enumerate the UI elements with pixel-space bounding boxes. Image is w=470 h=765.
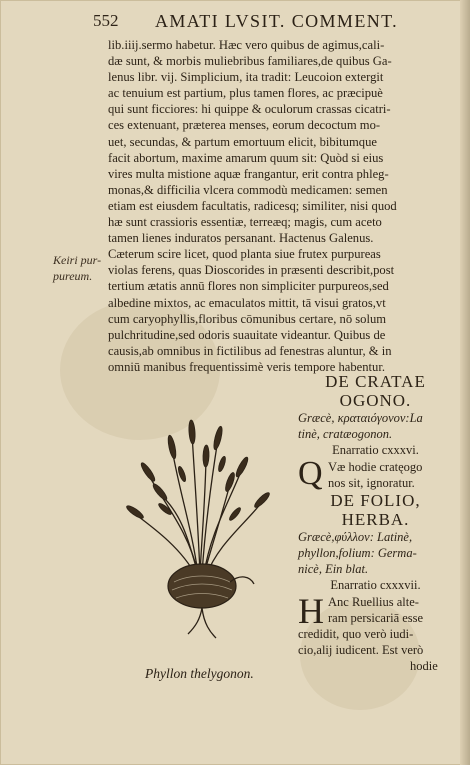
section-heading: HERBA. xyxy=(341,510,410,529)
catchword: hodie xyxy=(410,659,438,673)
drop-paragraph xyxy=(298,593,453,674)
margin-note-line: Keiri pur- xyxy=(53,253,102,267)
text-line: omniū manibus frequentissimè veris tempore habentur. xyxy=(108,359,386,374)
enarratio-label: Enarratio cxxxvii. xyxy=(330,578,421,592)
text-line: ces extenuant, præterea menses, eorum decoctum mo- xyxy=(108,118,381,133)
running-title: AMATI LVSIT. COMMENT. xyxy=(155,11,399,31)
text-line: ac tenuium est partium, plus tamen flores, ac præcipuè xyxy=(108,86,383,101)
text-line: lenus libr. vij. Simplicium, ita tradit: Leucoion extergit xyxy=(108,70,384,85)
drop-paragraph xyxy=(298,455,453,492)
greek-name-line: Græcè,φύλλον: Latinè, xyxy=(298,530,413,544)
text-line: Anc Ruellius alte- xyxy=(328,595,419,609)
text-line: etiam est eiusdem facultatis, radicesq; similiter, nisi quod xyxy=(108,198,397,213)
greek-name-line: Græcè, κραταιόγονον:La xyxy=(298,411,423,425)
main-text-block xyxy=(108,37,446,375)
right-column xyxy=(298,372,453,674)
page-gutter xyxy=(460,0,470,765)
text-line: tamen lienes induratos persanant. Hactenus Galenus. xyxy=(108,231,374,246)
drop-capital: H xyxy=(298,591,324,631)
text-line: vires multa mistione aquæ frangantur, erit contra phleg- xyxy=(108,166,389,181)
drop-capital: Q xyxy=(298,455,323,492)
text-line: hæ sunt crassioris essentiæ, terreæq; magis, cum aceto xyxy=(108,215,382,230)
page-header xyxy=(93,11,413,37)
greek-name-line: nicè, Ein blat. xyxy=(298,562,369,576)
text-line: uet, secundas, & partum emortuum elicit, bibitumque xyxy=(108,134,377,149)
plant-woodcut-illustration xyxy=(110,414,290,654)
greek-name-line: phyllon,folium: Germa- xyxy=(298,546,417,560)
text-line: nos sit, ignoratur. xyxy=(328,476,415,490)
text-line: credidit, quo verò iudi- xyxy=(298,627,414,641)
text-line: causis,ab omnibus in fictilibus ad fenestras aluntur, & in xyxy=(108,343,392,358)
text-line: monas,& difficilia vlcera commodù medicamen: semen xyxy=(108,182,388,197)
illustration-caption: Phyllon thelygonon. xyxy=(145,666,254,681)
text-line: facit abortum, maxime amarum quum sit: Quòd si eius xyxy=(108,150,384,165)
text-line: Cæterum scire licet, quod planta siue frutex purpureas xyxy=(108,247,381,262)
text-line: pulchritudine,sed odoris suauitate videantur. Quibus de xyxy=(108,327,386,342)
text-line: cio,alij iudicent. Est verò xyxy=(298,643,424,657)
margin-note xyxy=(53,252,109,284)
greek-name-line: tinè, cratæogonon. xyxy=(298,427,393,441)
enarratio-label: Enarratio cxxxvi. xyxy=(332,443,419,457)
text-line: lib.iiij.sermo habetur. Hæc vero quibus de agimus,cali- xyxy=(108,38,385,52)
section-heading: OGONO. xyxy=(339,391,412,410)
margin-note-line: pureum. xyxy=(53,269,93,283)
text-line: ram persicariā esse xyxy=(328,611,424,625)
text-line: violas ferens, quas Dioscorides in præsenti describit,post xyxy=(108,263,395,278)
root-bulb xyxy=(168,564,236,608)
page-number: 552 xyxy=(93,11,119,30)
text-line: qui sunt ficciores: hi quippe & oculorum crassas cicatri- xyxy=(108,102,391,117)
text-line: Væ hodie cratęogo xyxy=(328,460,423,474)
section-heading: DE FOLIO, xyxy=(330,491,421,510)
text-line: albedine mixtos, ac emaculatos mittit, tā visui gratos,vt xyxy=(108,295,386,310)
text-line: cum caryophyllis,floribus cōmunibus certare, nō solum xyxy=(108,311,387,326)
text-line: dæ sunt, & morbis muliebribus familiares,de quibus Ga- xyxy=(108,54,392,69)
section-heading: DE CRATAE xyxy=(325,372,426,391)
text-line: tertium ætatis annū flores non simpliciter purpureos,sed xyxy=(108,279,389,294)
